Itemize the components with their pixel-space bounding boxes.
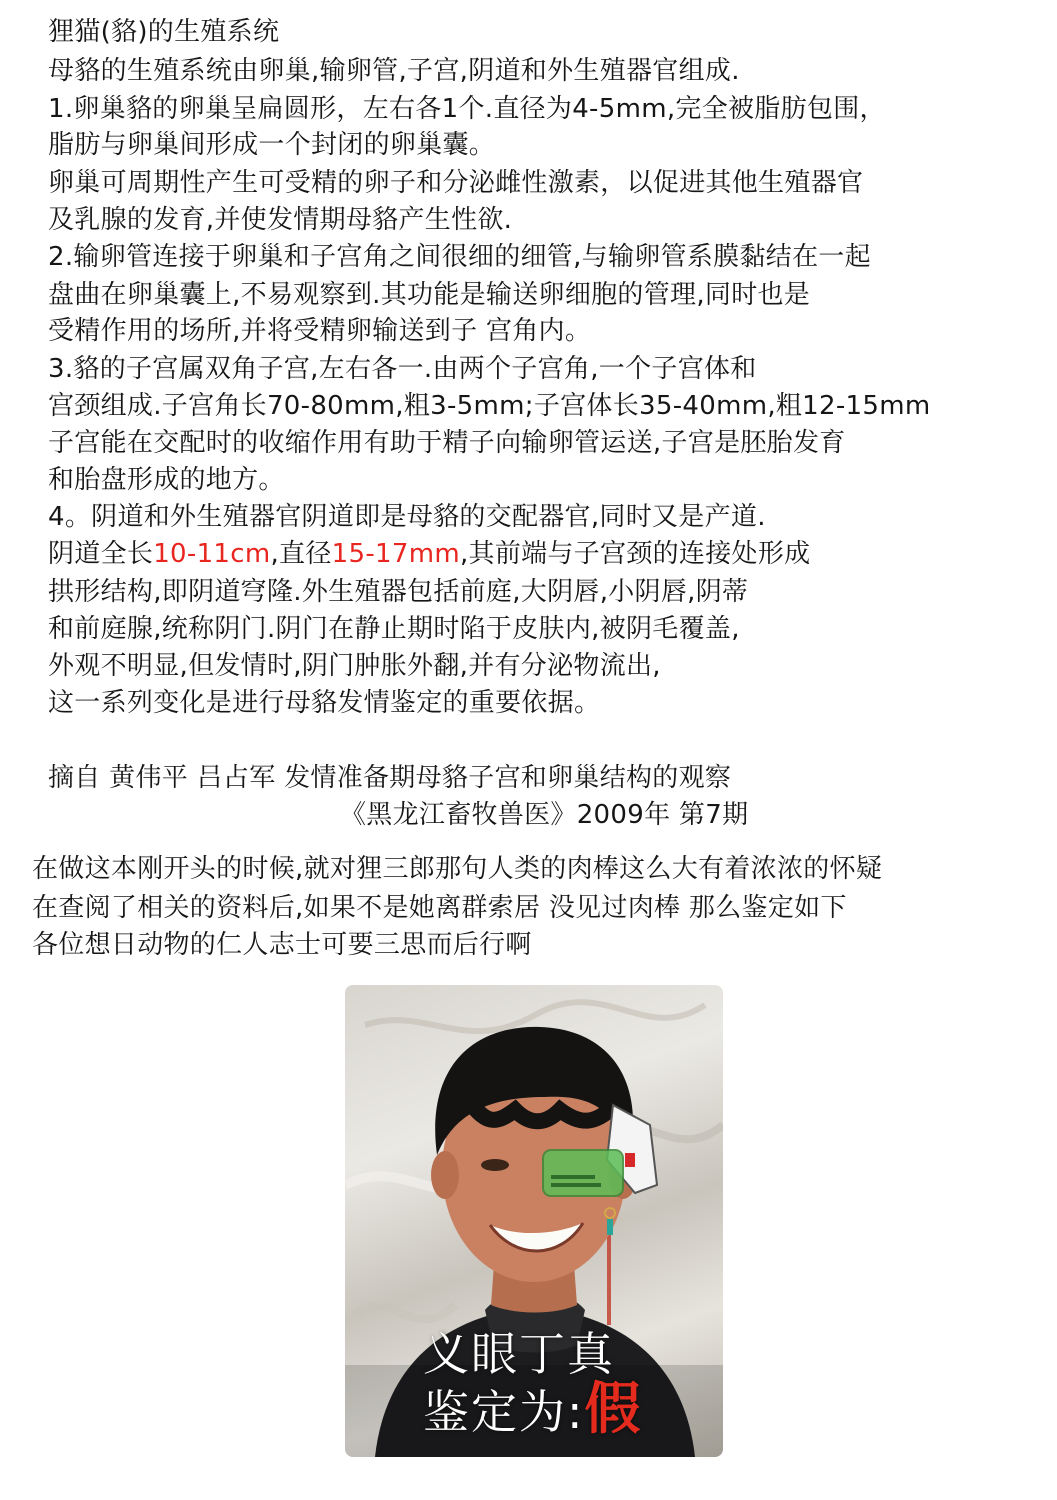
section-vagina-line2 [48, 537, 810, 571]
section-uterus-line1: 3.貉的子宫属双角子宫,左右各一.由两个子宫角,一个子宫体和 [48, 354, 757, 384]
meme-image [345, 985, 723, 1457]
scouter-lens [543, 1150, 623, 1196]
section-ovary-line3: 卵巢可周期性产生可受精的卵子和分泌雌性激素，以促进其他生殖器官 [48, 168, 864, 198]
comment-line1: 在做这本刚开头的时候,就对狸三郎那句人类的肉棒这么大有着浓浓的怀疑 [32, 854, 883, 884]
section-oviduct-line3: 受精作用的场所,并将受精卵输送到子 宫角内。 [48, 316, 592, 346]
citation-journal: 《黑龙江畜牧兽医》2009年 第7期 [340, 800, 749, 830]
section-vagina-line6: 这一系列变化是进行母貉发情鉴定的重要依据。 [48, 688, 601, 718]
meme-caption-line1: 义眼丁真 [423, 1327, 615, 1381]
section-vagina-line1: 4。阴道和外生殖器官阴道即是母貉的交配器官,同时又是产道. [48, 502, 766, 532]
article-intro: 母貉的生殖系统由卵巢,输卵管,子宫,阴道和外生殖器官组成. [48, 56, 740, 86]
vagina-length-label: 阴道全长 [48, 539, 154, 569]
section-ovary-line1: 1.卵巢貉的卵巢呈扁圆形，左右各1个.直径为4-5mm,完全被脂肪包围， [48, 94, 886, 124]
section-uterus-line3: 子宫能在交配时的收缩作用有助于精子向输卵管运送,子宫是胚胎发育 [48, 428, 846, 458]
meme-verdict-label: 鉴定为: [423, 1385, 585, 1439]
section-oviduct-line1: 2.输卵管连接于卵巢和子宫角之间很细的细管,与输卵管系膜黏结在一起 [48, 242, 871, 272]
meme-verdict-fake: 假 [584, 1377, 643, 1442]
vagina-length-value: 10-11cm [153, 539, 271, 569]
comment-line2: 在查阅了相关的资料后,如果不是她离群索居 没见过肉棒 那么鉴定如下 [32, 893, 847, 923]
meme-caption-line2 [423, 1377, 643, 1442]
section-ovary-line2: 脂肪与卵巢间形成一个封闭的卵巢囊。 [48, 130, 496, 160]
section-vagina-line4: 和前庭腺,统称阴门.阴门在静止期时陷于皮肤内,被阴毛覆盖, [48, 614, 740, 644]
section-ovary-line4: 及乳腺的发育,并使发情期母貉产生性欲. [48, 205, 513, 235]
section-uterus-line2: 宫颈组成.子宫角长70-80mm,粗3-5mm;子宫体长35-40mm,粗12-15mm [48, 391, 931, 421]
article-title: 狸猫(貉)的生殖系统 [48, 17, 280, 47]
comment-line3: 各位想日动物的仁人志士可要三思而后行啊 [32, 930, 532, 960]
section-vagina-line5: 外观不明显,但发情时,阴门肿胀外翻,并有分泌物流出, [48, 651, 661, 681]
section-oviduct-line2: 盘曲在卵巢囊上,不易观察到.其功能是输送卵细胞的管理,同时也是 [48, 280, 811, 310]
section-uterus-line4: 和胎盘形成的地方。 [48, 465, 285, 495]
vagina-diameter-value: 15-17mm [331, 539, 460, 569]
citation-authors: 摘自 黄伟平 吕占军 发情准备期母貉子宫和卵巢结构的观察 [48, 763, 732, 793]
section-vagina-line3: 拱形结构,即阴道穹隆.外生殖器包括前庭,大阴唇,小阴唇,阴蒂 [48, 577, 749, 607]
vagina-line2-tail: ,其前端与子宫颈的连接处形成 [459, 539, 811, 569]
vagina-diameter-label: ,直径 [270, 539, 332, 569]
